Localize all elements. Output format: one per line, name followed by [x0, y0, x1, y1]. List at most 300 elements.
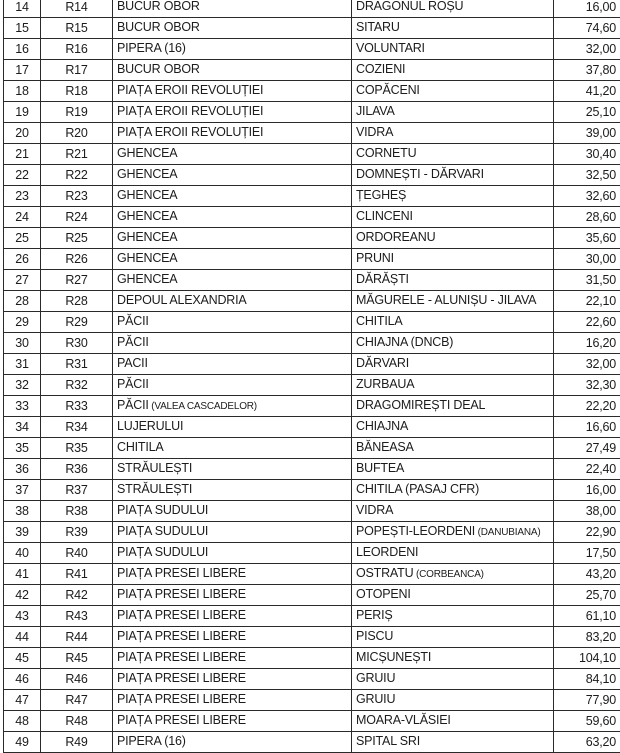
distance-km: 104,10	[579, 651, 616, 665]
distance-km: 16,60	[586, 420, 616, 434]
row-number: 49	[15, 735, 29, 749]
end-point-cell	[352, 270, 554, 291]
distance-cell	[554, 312, 620, 333]
end-point-cell	[352, 417, 554, 438]
end-point: ȚEGHEȘ	[356, 188, 406, 202]
end-point: OTOPENI	[356, 587, 411, 601]
end-point: SITARU	[356, 20, 400, 34]
table-row	[4, 690, 620, 711]
row-number-cell	[4, 711, 41, 732]
row-number-cell	[4, 627, 41, 648]
end-point-cell	[352, 354, 554, 375]
start-point: PIAȚA PRESEI LIBERE	[117, 713, 246, 727]
end-point-cell	[352, 564, 554, 585]
table-row	[4, 606, 620, 627]
row-number: 39	[15, 525, 29, 539]
distance-km: 38,00	[586, 504, 616, 518]
end-point-cell	[352, 627, 554, 648]
row-number-cell	[4, 81, 41, 102]
end-point-cell	[352, 186, 554, 207]
table-row	[4, 459, 620, 480]
start-point-note: (VALEA CASCADELOR)	[149, 401, 257, 412]
distance-km: 27,49	[586, 441, 616, 455]
row-number-cell	[4, 543, 41, 564]
distance-cell	[554, 543, 620, 564]
row-number: 44	[15, 630, 29, 644]
distance-cell	[554, 39, 620, 60]
row-number-cell	[4, 186, 41, 207]
end-point: DRAGOMIREȘTI DEAL	[356, 398, 485, 412]
row-number-cell	[4, 375, 41, 396]
table-row	[4, 18, 620, 39]
distance-cell	[554, 228, 620, 249]
route-code: R35	[65, 441, 87, 455]
end-point: SPITAL SRI	[356, 734, 420, 748]
distance-cell	[554, 711, 620, 732]
row-number-cell	[4, 333, 41, 354]
start-point-cell	[113, 522, 352, 543]
row-number-cell	[4, 564, 41, 585]
distance-cell	[554, 0, 620, 18]
distance-cell	[554, 501, 620, 522]
row-number-cell	[4, 39, 41, 60]
distance-km: 59,60	[586, 714, 616, 728]
row-number: 29	[15, 315, 29, 329]
route-code-cell	[41, 291, 113, 312]
row-number: 32	[15, 378, 29, 392]
start-point: PIAȚA PRESEI LIBERE	[117, 650, 246, 664]
end-point: OSTRATU	[356, 566, 413, 580]
start-point-cell	[113, 375, 352, 396]
start-point-cell	[113, 480, 352, 501]
start-point-cell	[113, 291, 352, 312]
row-number-cell	[4, 480, 41, 501]
row-number: 17	[15, 63, 29, 77]
route-code: R37	[65, 483, 87, 497]
end-point-cell	[352, 123, 554, 144]
distance-cell	[554, 669, 620, 690]
row-number: 18	[15, 84, 29, 98]
route-code: R41	[65, 567, 87, 581]
route-code: R48	[65, 714, 87, 728]
route-code: R20	[65, 126, 87, 140]
end-point: GRUIU	[356, 671, 395, 685]
distance-cell	[554, 18, 620, 39]
table-row	[4, 543, 620, 564]
route-code-cell	[41, 375, 113, 396]
end-point-note: (CORBEANCA)	[413, 569, 483, 580]
route-code-cell	[41, 648, 113, 669]
start-point: LUJERULUI	[117, 419, 183, 433]
row-number: 35	[15, 441, 29, 455]
distance-km: 32,00	[586, 42, 616, 56]
start-point: GHENCEA	[117, 146, 177, 160]
end-point-cell	[352, 606, 554, 627]
row-number-cell	[4, 165, 41, 186]
route-code-cell	[41, 732, 113, 753]
end-point: VIDRA	[356, 125, 393, 139]
distance-cell	[554, 417, 620, 438]
start-point: BUCUR OBOR	[117, 20, 200, 34]
table-row	[4, 39, 620, 60]
start-point: PIAȚA SUDULUI	[117, 545, 208, 559]
start-point: PIAȚA PRESEI LIBERE	[117, 587, 246, 601]
distance-cell	[554, 396, 620, 417]
distance-km: 83,20	[586, 630, 616, 644]
end-point: ORDOREANU	[356, 230, 435, 244]
start-point-cell	[113, 438, 352, 459]
start-point-cell	[113, 144, 352, 165]
row-number: 42	[15, 588, 29, 602]
route-code-cell	[41, 102, 113, 123]
distance-cell	[554, 627, 620, 648]
route-code: R33	[65, 399, 87, 413]
start-point-cell	[113, 312, 352, 333]
route-code-cell	[41, 480, 113, 501]
end-point: VIDRA	[356, 503, 393, 517]
start-point-cell	[113, 207, 352, 228]
end-point: CLINCENI	[356, 209, 413, 223]
distance-km: 22,20	[586, 399, 616, 413]
end-point: CHITILA	[356, 314, 403, 328]
row-number-cell	[4, 438, 41, 459]
table-row	[4, 312, 620, 333]
route-code: R46	[65, 672, 87, 686]
end-point: PISCU	[356, 629, 393, 643]
end-point-cell	[352, 522, 554, 543]
route-code: R17	[65, 63, 87, 77]
end-point-cell	[352, 396, 554, 417]
row-number: 21	[15, 147, 29, 161]
route-code: R34	[65, 420, 87, 434]
start-point-cell	[113, 270, 352, 291]
start-point: PIAȚA PRESEI LIBERE	[117, 566, 246, 580]
end-point-cell	[352, 39, 554, 60]
routes-table	[3, 0, 620, 753]
distance-cell	[554, 249, 620, 270]
end-point-cell	[352, 102, 554, 123]
start-point: PIAȚA EROII REVOLUȚIEI	[117, 83, 263, 97]
end-point: JILAVA	[356, 104, 395, 118]
table-row	[4, 270, 620, 291]
row-number: 41	[15, 567, 29, 581]
end-point: PRUNI	[356, 251, 394, 265]
table-row	[4, 333, 620, 354]
end-point: DĂRĂȘTI	[356, 272, 409, 286]
route-code-cell	[41, 312, 113, 333]
row-number-cell	[4, 522, 41, 543]
row-number: 36	[15, 462, 29, 476]
row-number-cell	[4, 228, 41, 249]
distance-km: 32,00	[586, 357, 616, 371]
row-number-cell	[4, 144, 41, 165]
distance-km: 16,00	[586, 483, 616, 497]
end-point-cell	[352, 0, 554, 18]
distance-km: 22,10	[586, 294, 616, 308]
table-row	[4, 564, 620, 585]
row-number-cell	[4, 291, 41, 312]
end-point-cell	[352, 375, 554, 396]
route-code: R47	[65, 693, 87, 707]
table-row	[4, 0, 620, 18]
start-point: PIAȚA EROII REVOLUȚIEI	[117, 104, 263, 118]
row-number: 24	[15, 210, 29, 224]
route-code-cell	[41, 396, 113, 417]
route-code: R25	[65, 231, 87, 245]
end-point-cell	[352, 165, 554, 186]
distance-cell	[554, 648, 620, 669]
row-number: 15	[15, 21, 29, 35]
start-point: GHENCEA	[117, 272, 177, 286]
row-number-cell	[4, 312, 41, 333]
row-number-cell	[4, 606, 41, 627]
end-point-cell	[352, 144, 554, 165]
row-number: 46	[15, 672, 29, 686]
table-row	[4, 522, 620, 543]
start-point: PĂCII	[117, 335, 149, 349]
start-point: GHENCEA	[117, 167, 177, 181]
route-code-cell	[41, 60, 113, 81]
row-number-cell	[4, 354, 41, 375]
start-point-cell	[113, 711, 352, 732]
route-code-cell	[41, 228, 113, 249]
start-point-cell	[113, 228, 352, 249]
start-point-cell	[113, 690, 352, 711]
route-code-cell	[41, 438, 113, 459]
start-point: PIPERA (16)	[117, 41, 186, 55]
start-point: PIAȚA PRESEI LIBERE	[117, 671, 246, 685]
route-code: R27	[65, 273, 87, 287]
route-code-cell	[41, 711, 113, 732]
end-point: DRAGONUL ROȘU	[356, 0, 463, 13]
route-code: R22	[65, 168, 87, 182]
distance-cell	[554, 438, 620, 459]
end-point-cell	[352, 648, 554, 669]
distance-cell	[554, 186, 620, 207]
route-code-cell	[41, 0, 113, 18]
start-point: PĂCII	[117, 377, 149, 391]
route-code-cell	[41, 144, 113, 165]
route-code-cell	[41, 165, 113, 186]
row-number: 26	[15, 252, 29, 266]
end-point-cell	[352, 732, 554, 753]
table-row	[4, 81, 620, 102]
distance-cell	[554, 354, 620, 375]
end-point-cell	[352, 543, 554, 564]
row-number-cell	[4, 207, 41, 228]
route-code-cell	[41, 186, 113, 207]
route-code: R15	[65, 21, 87, 35]
end-point: CHIAJNA	[356, 419, 408, 433]
row-number-cell	[4, 459, 41, 480]
row-number: 19	[15, 105, 29, 119]
distance-km: 16,00	[586, 0, 616, 14]
start-point-cell	[113, 102, 352, 123]
distance-km: 39,00	[586, 126, 616, 140]
route-code: R39	[65, 525, 87, 539]
row-number-cell	[4, 60, 41, 81]
start-point: PIAȚA PRESEI LIBERE	[117, 692, 246, 706]
route-code-cell	[41, 669, 113, 690]
distance-km: 30,00	[586, 252, 616, 266]
route-code-cell	[41, 81, 113, 102]
table-row	[4, 480, 620, 501]
route-code-cell	[41, 606, 113, 627]
distance-km: 30,40	[586, 147, 616, 161]
row-number-cell	[4, 501, 41, 522]
row-number: 37	[15, 483, 29, 497]
end-point: DOMNEȘTI - DĂRVARI	[356, 167, 484, 181]
routes-table-body	[4, 0, 620, 753]
route-code: R44	[65, 630, 87, 644]
route-code-cell	[41, 522, 113, 543]
start-point-cell	[113, 0, 352, 18]
route-code: R14	[65, 0, 87, 14]
end-point-cell	[352, 18, 554, 39]
distance-km: 41,20	[586, 84, 616, 98]
distance-km: 77,90	[586, 693, 616, 707]
route-code: R43	[65, 609, 87, 623]
start-point-cell	[113, 249, 352, 270]
row-number: 27	[15, 273, 29, 287]
route-code: R49	[65, 735, 87, 749]
start-point: GHENCEA	[117, 230, 177, 244]
end-point-cell	[352, 690, 554, 711]
start-point: PIAȚA PRESEI LIBERE	[117, 608, 246, 622]
table-row	[4, 228, 620, 249]
end-point: CHITILA (PASAJ CFR)	[356, 482, 479, 496]
row-number-cell	[4, 270, 41, 291]
end-point: BĂNEASA	[356, 440, 414, 454]
distance-km: 84,10	[586, 672, 616, 686]
distance-km: 25,70	[586, 588, 616, 602]
end-point: POPEȘTI-LEORDENI	[356, 524, 475, 538]
route-code-cell	[41, 270, 113, 291]
end-point: MOARA-VLĂSIEI	[356, 713, 451, 727]
route-code-cell	[41, 501, 113, 522]
start-point-cell	[113, 459, 352, 480]
end-point-cell	[352, 459, 554, 480]
route-code: R21	[65, 147, 87, 161]
row-number: 34	[15, 420, 29, 434]
row-number-cell	[4, 585, 41, 606]
table-row	[4, 60, 620, 81]
start-point-cell	[113, 732, 352, 753]
distance-km: 37,80	[586, 63, 616, 77]
start-point-cell	[113, 417, 352, 438]
route-code: R16	[65, 42, 87, 56]
row-number-cell	[4, 732, 41, 753]
start-point: PACII	[117, 356, 148, 370]
table-row	[4, 102, 620, 123]
start-point-cell	[113, 627, 352, 648]
end-point-cell	[352, 81, 554, 102]
end-point-cell	[352, 711, 554, 732]
route-code: R29	[65, 315, 87, 329]
table-row	[4, 501, 620, 522]
end-point-note: (DANUBIANA)	[475, 527, 540, 538]
route-code-cell	[41, 249, 113, 270]
distance-cell	[554, 81, 620, 102]
start-point-cell	[113, 39, 352, 60]
row-number: 31	[15, 357, 29, 371]
route-code: R36	[65, 462, 87, 476]
start-point: PIPERA (16)	[117, 734, 186, 748]
route-code-cell	[41, 207, 113, 228]
table-row	[4, 291, 620, 312]
row-number: 40	[15, 546, 29, 560]
start-point: PIAȚA SUDULUI	[117, 524, 208, 538]
end-point-cell	[352, 207, 554, 228]
row-number-cell	[4, 396, 41, 417]
distance-km: 35,60	[586, 231, 616, 245]
distance-cell	[554, 564, 620, 585]
end-point: COZIENI	[356, 62, 405, 76]
start-point: BUCUR OBOR	[117, 62, 200, 76]
start-point-cell	[113, 60, 352, 81]
end-point-cell	[352, 480, 554, 501]
start-point-cell	[113, 81, 352, 102]
start-point-cell	[113, 123, 352, 144]
row-number-cell	[4, 669, 41, 690]
end-point-cell	[352, 60, 554, 81]
start-point-cell	[113, 333, 352, 354]
distance-km: 74,60	[586, 21, 616, 35]
start-point: PIAȚA PRESEI LIBERE	[117, 629, 246, 643]
route-code-cell	[41, 459, 113, 480]
route-code-cell	[41, 354, 113, 375]
route-code: R19	[65, 105, 87, 119]
distance-cell	[554, 207, 620, 228]
start-point-cell	[113, 186, 352, 207]
route-code: R45	[65, 651, 87, 665]
distance-km: 32,30	[586, 378, 616, 392]
start-point: GHENCEA	[117, 251, 177, 265]
row-number: 48	[15, 714, 29, 728]
end-point: BUFTEA	[356, 461, 404, 475]
end-point: MĂGURELE - ALUNIȘU - JILAVA	[356, 293, 536, 307]
row-number-cell	[4, 249, 41, 270]
start-point-cell	[113, 501, 352, 522]
distance-cell	[554, 165, 620, 186]
row-number-cell	[4, 648, 41, 669]
end-point-cell	[352, 291, 554, 312]
end-point: GRUIU	[356, 692, 395, 706]
route-code: R32	[65, 378, 87, 392]
distance-cell	[554, 123, 620, 144]
start-point: CHITILA	[117, 440, 164, 454]
route-code: R30	[65, 336, 87, 350]
end-point: ZURBAUA	[356, 377, 414, 391]
end-point: COPĂCENI	[356, 83, 420, 97]
table-row	[4, 354, 620, 375]
distance-cell	[554, 291, 620, 312]
route-code-cell	[41, 18, 113, 39]
start-point-cell	[113, 669, 352, 690]
row-number: 25	[15, 231, 29, 245]
end-point: MICȘUNEȘTI	[356, 650, 431, 664]
route-code-cell	[41, 543, 113, 564]
route-code: R42	[65, 588, 87, 602]
row-number: 47	[15, 693, 29, 707]
end-point-cell	[352, 501, 554, 522]
route-code-cell	[41, 39, 113, 60]
route-code-cell	[41, 585, 113, 606]
table-row	[4, 144, 620, 165]
row-number-cell	[4, 18, 41, 39]
start-point: DEPOUL ALEXANDRIA	[117, 293, 247, 307]
end-point-cell	[352, 585, 554, 606]
